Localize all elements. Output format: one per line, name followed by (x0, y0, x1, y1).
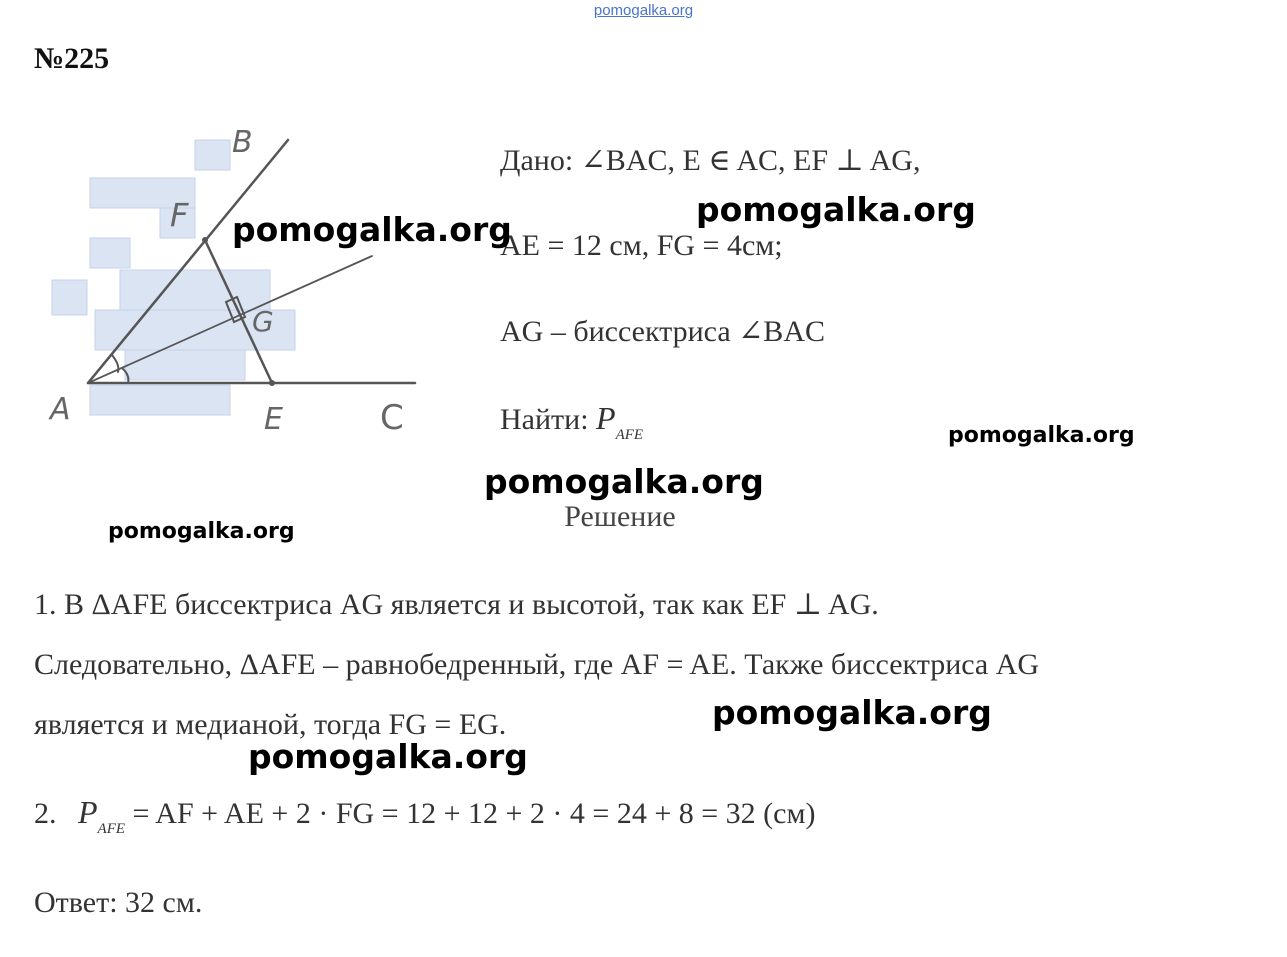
step2-prefix: 2. (34, 797, 57, 830)
given-line-1: Дано: ∠BAC, E ∈ AC, EF ⊥ AG, (500, 144, 921, 177)
watermark: pomogalka.org (232, 210, 512, 249)
label-C: C (380, 398, 404, 438)
step2-line (34, 794, 815, 838)
label-A: A (50, 392, 71, 427)
watermark: pomogalka.org (712, 693, 992, 732)
step1-line3: является и медианой, тогда FG = EG. (34, 708, 507, 741)
label-G: G (252, 305, 274, 338)
step2-perimeter-subscript: AFE (97, 821, 126, 837)
watermark: pomogalka.org (484, 462, 764, 501)
step1-line1: 1. В ΔAFE биссектриса AG является и высотой, так как EF ⊥ AG. (34, 588, 879, 621)
top-watermark-link[interactable]: pomogalka.org (593, 2, 694, 19)
find-line (500, 400, 643, 444)
step2-perimeter-symbol: P (78, 794, 98, 830)
watermark: pomogalka.org (948, 423, 1135, 448)
find-label: Найти: (500, 403, 589, 436)
given-line-3: AG – биссектриса ∠BAC (500, 315, 825, 348)
solution-title: Решение (564, 500, 676, 533)
find-perimeter-subscript: AFE (615, 427, 644, 443)
given-line-2: AE = 12 см, FG = 4см; (500, 229, 783, 262)
step1-line2: Следовательно, ΔAFE – равнобедренный, где AF = AE. Также биссектриса AG (34, 648, 1040, 681)
watermark: pomogalka.org (696, 190, 976, 229)
label-B: B (232, 125, 253, 160)
angle-arc-1 (112, 355, 118, 372)
watermark: pomogalka.org (248, 737, 528, 776)
answer: Ответ: 32 см. (34, 886, 203, 919)
watermark: pomogalka.org (108, 519, 295, 544)
label-E: E (264, 402, 283, 437)
step2-formula: = AF + AE + 2 · FG = 12 + 12 + 2 · 4 = 24 + 8 = 32 (см) (132, 797, 816, 830)
problem-number: №225 (34, 42, 110, 75)
label-F: F (170, 196, 189, 234)
find-perimeter-symbol: P (596, 400, 616, 436)
